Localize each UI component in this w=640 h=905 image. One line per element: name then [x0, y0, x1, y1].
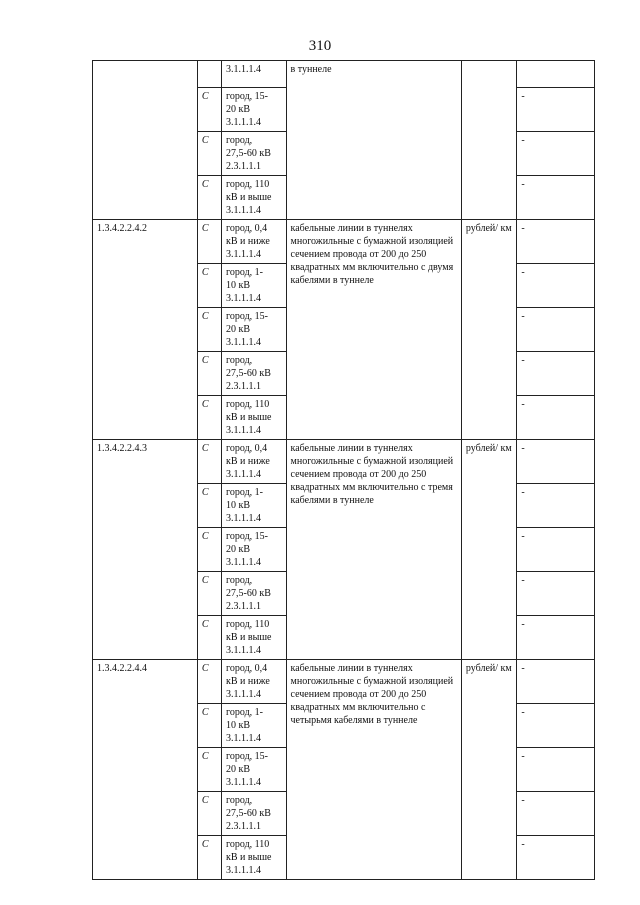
- voltage-level-line: город,: [226, 135, 253, 146]
- row-letter: С: [197, 660, 221, 704]
- row-letter: С: [197, 836, 221, 880]
- row-value: -: [517, 220, 595, 264]
- voltage-level: [222, 176, 287, 220]
- voltage-level: [222, 220, 287, 264]
- voltage-level-line: 27,5-60 кВ: [226, 148, 271, 159]
- row-description: кабельные линии в туннелях многожильные с бумажной изоляцией сечением провода от 200 до 250 квадратных мм включительно с тремя кабелями в туннеле: [286, 440, 461, 660]
- voltage-level-line: 27,5-60 кВ: [226, 808, 271, 819]
- voltage-level: [222, 440, 287, 484]
- voltage-level-line: 3.1.1.1.4: [226, 64, 262, 75]
- row-value: -: [517, 352, 595, 396]
- voltage-level-line: 2.3.1.1.1: [226, 821, 262, 832]
- voltage-level: [222, 132, 287, 176]
- voltage-level-line: 3.1.1.1.4: [226, 689, 262, 700]
- table-row: [93, 61, 595, 88]
- row-letter: С: [197, 352, 221, 396]
- voltage-level-line: кВ и выше: [226, 412, 272, 423]
- tariff-table-body: [93, 61, 595, 880]
- row-value: -: [517, 308, 595, 352]
- voltage-level: [222, 352, 287, 396]
- tariff-table: [92, 60, 595, 880]
- voltage-level-line: 3.1.1.1.4: [226, 733, 262, 744]
- row-letter: С: [197, 88, 221, 132]
- row-description: кабельные линии в туннелях многожильные с бумажной изоляцией сечением провода от 200 до 250 квадратных мм включительно с четырьмя кабелями в туннеле: [286, 660, 461, 880]
- voltage-level-line: 2.3.1.1.1: [226, 601, 262, 612]
- voltage-level-line: 3.1.1.1.4: [226, 249, 262, 260]
- voltage-level-line: город, 110: [226, 399, 270, 410]
- row-letter: [197, 61, 221, 88]
- voltage-level-line: город,: [226, 795, 253, 806]
- voltage-level-line: 3.1.1.1.4: [226, 425, 262, 436]
- row-unit: рублей/ км: [461, 220, 516, 440]
- voltage-level-line: 27,5-60 кВ: [226, 588, 271, 599]
- row-letter: С: [197, 396, 221, 440]
- voltage-level-line: город, 0,4: [226, 663, 268, 674]
- voltage-level-line: 3.1.1.1.4: [226, 865, 262, 876]
- row-letter: С: [197, 308, 221, 352]
- row-letter: С: [197, 176, 221, 220]
- row-code: 1.3.4.2.2.4.2: [93, 220, 198, 440]
- voltage-level-line: кВ и выше: [226, 852, 272, 863]
- row-letter: С: [197, 616, 221, 660]
- row-letter: С: [197, 792, 221, 836]
- voltage-level: [222, 572, 287, 616]
- voltage-level: [222, 528, 287, 572]
- voltage-level-line: 3.1.1.1.4: [226, 469, 262, 480]
- voltage-level: [222, 836, 287, 880]
- voltage-level-line: город, 0,4: [226, 443, 268, 454]
- row-value: -: [517, 528, 595, 572]
- voltage-level-line: город, 0,4: [226, 223, 268, 234]
- voltage-level-line: кВ и ниже: [226, 456, 270, 467]
- row-value: -: [517, 836, 595, 880]
- row-letter: С: [197, 528, 221, 572]
- row-letter: С: [197, 704, 221, 748]
- row-letter: С: [197, 220, 221, 264]
- voltage-level-line: город, 15-: [226, 531, 268, 542]
- voltage-level-line: 20 кВ: [226, 544, 251, 555]
- row-unit: рублей/ км: [461, 440, 516, 660]
- voltage-level-line: город, 1-: [226, 487, 263, 498]
- row-value: -: [517, 176, 595, 220]
- row-value: -: [517, 704, 595, 748]
- voltage-level-line: кВ и выше: [226, 632, 272, 643]
- voltage-level-line: город, 1-: [226, 707, 263, 718]
- voltage-level: [222, 792, 287, 836]
- voltage-level-line: город, 110: [226, 179, 270, 190]
- row-value: -: [517, 440, 595, 484]
- table-row: [93, 660, 595, 704]
- voltage-level-line: 20 кВ: [226, 764, 251, 775]
- row-value: -: [517, 264, 595, 308]
- voltage-level-line: 10 кВ: [226, 720, 251, 731]
- voltage-level-line: город, 15-: [226, 91, 268, 102]
- voltage-level-line: 27,5-60 кВ: [226, 368, 271, 379]
- voltage-level-line: 20 кВ: [226, 324, 251, 335]
- voltage-level-line: 3.1.1.1.4: [226, 293, 262, 304]
- row-code: [93, 61, 198, 220]
- voltage-level-line: 10 кВ: [226, 500, 251, 511]
- voltage-level-line: 10 кВ: [226, 280, 251, 291]
- table-row: [93, 220, 595, 264]
- voltage-level-line: город, 15-: [226, 311, 268, 322]
- voltage-level: [222, 748, 287, 792]
- row-value: -: [517, 484, 595, 528]
- voltage-level: [222, 88, 287, 132]
- voltage-level: [222, 660, 287, 704]
- voltage-level-line: 3.1.1.1.4: [226, 557, 262, 568]
- row-unit: [461, 61, 516, 220]
- voltage-level-line: 3.1.1.1.4: [226, 777, 262, 788]
- voltage-level: [222, 61, 287, 88]
- row-letter: С: [197, 132, 221, 176]
- row-value: -: [517, 792, 595, 836]
- row-value: -: [517, 396, 595, 440]
- row-code: 1.3.4.2.2.4.4: [93, 660, 198, 880]
- voltage-level-line: кВ и ниже: [226, 236, 270, 247]
- voltage-level-line: 3.1.1.1.4: [226, 205, 262, 216]
- voltage-level-line: город,: [226, 355, 253, 366]
- row-value: -: [517, 88, 595, 132]
- voltage-level-line: 3.1.1.1.4: [226, 645, 262, 656]
- row-value: -: [517, 660, 595, 704]
- voltage-level-line: 2.3.1.1.1: [226, 161, 262, 172]
- row-value: -: [517, 132, 595, 176]
- voltage-level-line: 20 кВ: [226, 104, 251, 115]
- voltage-level-line: 3.1.1.1.4: [226, 513, 262, 524]
- voltage-level-line: город,: [226, 575, 253, 586]
- row-letter: С: [197, 264, 221, 308]
- voltage-level-line: кВ и ниже: [226, 676, 270, 687]
- row-value: -: [517, 748, 595, 792]
- table-row: [93, 440, 595, 484]
- voltage-level: [222, 308, 287, 352]
- voltage-level-line: город, 15-: [226, 751, 268, 762]
- row-value: -: [517, 616, 595, 660]
- voltage-level: [222, 396, 287, 440]
- voltage-level-line: 3.1.1.1.4: [226, 117, 262, 128]
- voltage-level: [222, 616, 287, 660]
- row-description: в туннеле: [286, 61, 461, 220]
- page-number: 310: [308, 38, 332, 54]
- voltage-level-line: город, 110: [226, 619, 270, 630]
- row-value: -: [517, 572, 595, 616]
- row-letter: С: [197, 440, 221, 484]
- row-letter: С: [197, 748, 221, 792]
- row-code: 1.3.4.2.2.4.3: [93, 440, 198, 660]
- row-letter: С: [197, 572, 221, 616]
- row-value: [517, 61, 595, 88]
- row-letter: С: [197, 484, 221, 528]
- row-description: кабельные линии в туннелях многожильные с бумажной изоляцией сечением провода от 200 до 250 квадратных мм включительно с двумя кабелями в туннеле: [286, 220, 461, 440]
- voltage-level-line: кВ и выше: [226, 192, 272, 203]
- voltage-level-line: 2.3.1.1.1: [226, 381, 262, 392]
- voltage-level: [222, 484, 287, 528]
- voltage-level-line: город, 1-: [226, 267, 263, 278]
- voltage-level-line: город, 110: [226, 839, 270, 850]
- voltage-level-line: 3.1.1.1.4: [226, 337, 262, 348]
- voltage-level: [222, 264, 287, 308]
- voltage-level: [222, 704, 287, 748]
- row-unit: рублей/ км: [461, 660, 516, 880]
